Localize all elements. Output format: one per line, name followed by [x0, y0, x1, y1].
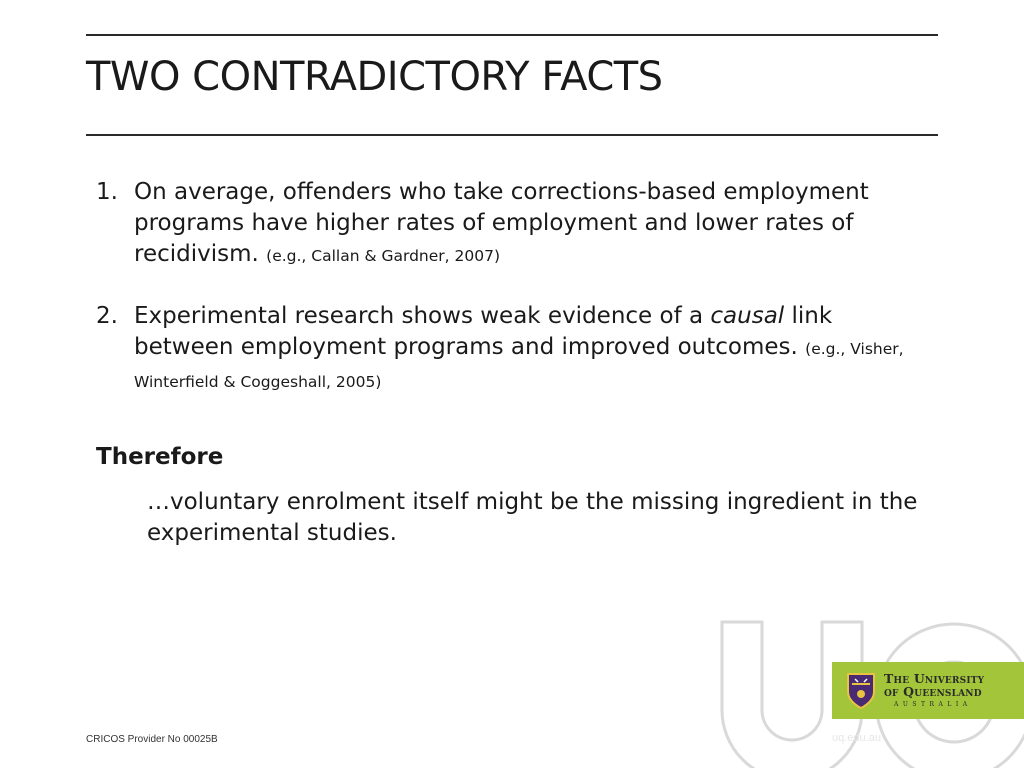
uq-logo — [832, 662, 1024, 719]
logo-line-2: of Queensland — [884, 684, 982, 700]
slide-title: TWO CONTRADICTORY FACTS — [86, 54, 663, 100]
fact-number: 2. — [96, 303, 118, 329]
conclusion-text: …voluntary enrolment itself might be the missing ingredient in the experimental studies. — [147, 489, 918, 546]
cricos-provider-text: CRICOS Provider No 00025B — [86, 734, 218, 745]
therefore-heading: Therefore — [96, 444, 224, 470]
uq-crest-icon — [846, 672, 876, 710]
fact-citation: (e.g., Visher, Winterfield & Coggeshall, 2005) — [134, 340, 904, 391]
uq-url-text: uq.edu.au — [832, 732, 881, 744]
fact-body — [134, 301, 936, 398]
fact-body — [134, 177, 936, 272]
title-underline-rule — [86, 134, 938, 136]
uq-logo-text — [884, 672, 984, 709]
fact-item-2 — [96, 301, 936, 398]
fact-text-before: Experimental research shows weak evidence of a — [134, 303, 704, 329]
logo-line-3: AUSTRALIA — [894, 701, 972, 709]
fact-text-after: link between employment programs and improved outcomes. — [134, 303, 833, 360]
fact-emphasis: causal — [710, 303, 785, 329]
logo-line-1: The University — [884, 671, 985, 687]
fact-number: 1. — [96, 179, 118, 205]
fact-citation: (e.g., Callan & Gardner, 2007) — [266, 247, 500, 265]
top-rule — [86, 34, 938, 36]
fact-text: On average, offenders who take corrections-based employment programs have higher rates of employment and lower rates of recidivism. — [134, 179, 869, 267]
fact-item-1 — [96, 177, 936, 272]
